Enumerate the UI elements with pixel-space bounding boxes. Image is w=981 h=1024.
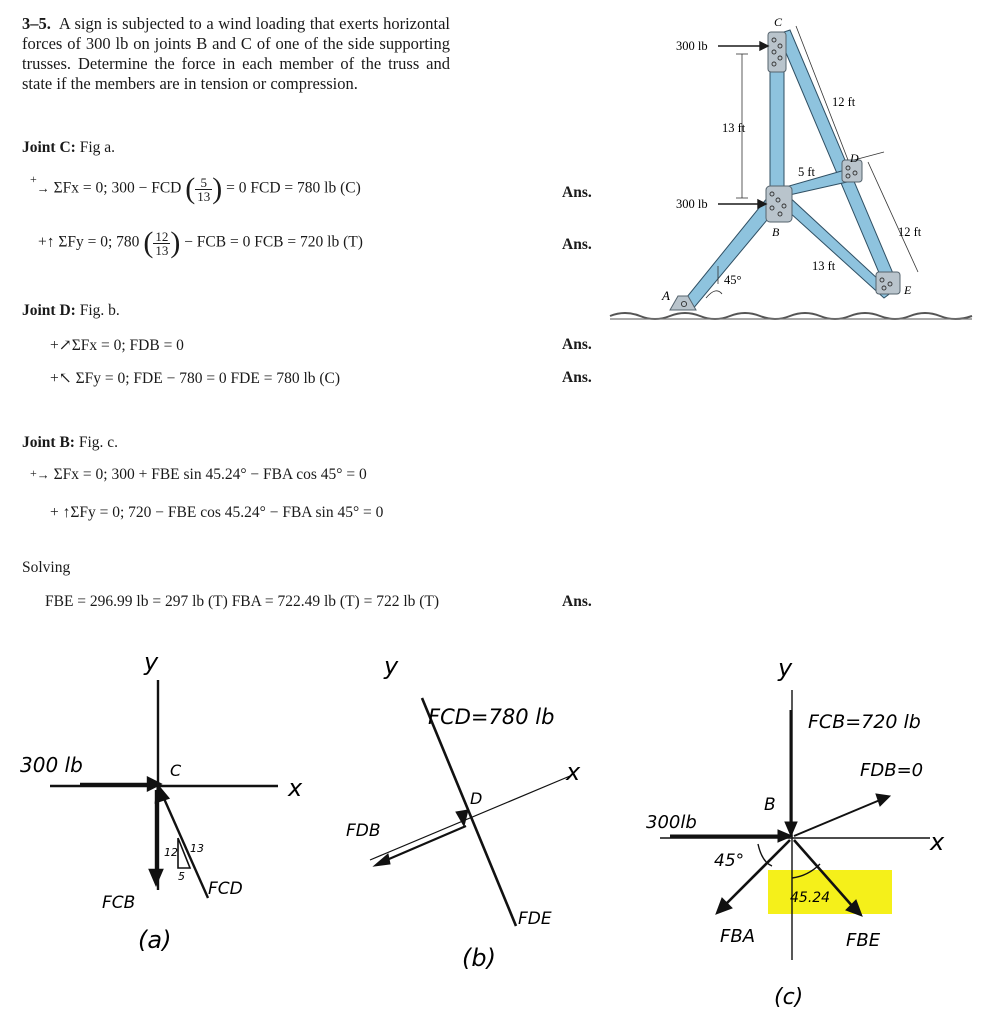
ground-hatch bbox=[610, 313, 972, 319]
truss-angle: 45° bbox=[724, 273, 742, 287]
fig-c-caption: (c) bbox=[774, 985, 804, 1010]
truss-dim-12-lower: 12 ft bbox=[898, 225, 922, 239]
truss-figure bbox=[600, 10, 980, 328]
joint-c-ans2: Ans. bbox=[562, 236, 592, 253]
fig-b-y-axis bbox=[422, 698, 516, 926]
solving-ans: Ans. bbox=[562, 593, 592, 610]
joint-c-heading: Joint C: Fig a. bbox=[22, 139, 116, 156]
fig-c-fdb-arrow bbox=[794, 800, 880, 836]
fig-c-joint-label: B bbox=[764, 795, 776, 815]
fig-b-fdb-arrow bbox=[382, 826, 466, 862]
gusset-c bbox=[768, 32, 786, 72]
truss-label-e: E bbox=[904, 283, 912, 297]
fig-b-fde-label: FDE bbox=[518, 909, 552, 929]
joint-c-eq2: +↑ ΣFy = 0; 780 ( $\frac{12}{13}$ ) − FCB = 0 FCB = 720 lb (T) bbox=[38, 226, 363, 259]
fig-a-free-body bbox=[10, 640, 330, 970]
fig-a-caption: (a) bbox=[138, 926, 172, 954]
fig-c-fbe-label: FBE bbox=[846, 930, 881, 951]
problem-number: 3–5. bbox=[22, 14, 51, 33]
fig-a-x-label: x bbox=[288, 774, 303, 802]
joint-d-heading: Joint D: Fig. b. bbox=[22, 302, 120, 319]
joint-d-eq1: +↗ΣFx = 0; FDB = 0 bbox=[50, 337, 184, 354]
fig-a-tri-12: 12 bbox=[164, 846, 178, 859]
joint-c-ans1: Ans. bbox=[562, 184, 592, 201]
joint-c-eq1: +→ ΣFx = 0; 300 − FCD ( $\frac{5}{13}$ ) = 0 FCD = 780 lb (C) bbox=[30, 172, 361, 205]
joint-b-eq2: + ↑ΣFy = 0; 720 − FBE cos 45.24° − FBA sin 45° = 0 bbox=[50, 504, 384, 521]
fig-c-angle-45: 45° bbox=[714, 851, 745, 871]
truss-label-d: D bbox=[850, 151, 859, 165]
joint-d-ans2: Ans. bbox=[562, 369, 592, 386]
problem-text: A sign is subjected to a wind loading that exerts horizontal forces of 300 lb on joints B and C of one of the side supporting trusses. Determine the force in each member of the truss and state if the members are in tension or compression. bbox=[22, 14, 450, 93]
truss-dim-5: 5 ft bbox=[798, 165, 816, 179]
fig-c-load-label: 300lb bbox=[646, 812, 697, 833]
fig-a-load-label: 300 lb bbox=[20, 753, 83, 777]
truss-dim-13-upper: 13 ft bbox=[722, 121, 746, 135]
fig-c-y-label: y bbox=[778, 654, 793, 682]
fig-b-x-label: x bbox=[566, 758, 581, 786]
joint-d-ans1: Ans. bbox=[562, 336, 592, 353]
fig-c-arc-45 bbox=[758, 844, 772, 866]
fig-a-fcb-label: FCB bbox=[102, 893, 136, 913]
fig-b-y-label: y bbox=[384, 652, 399, 680]
truss-load-mid: 300 lb bbox=[676, 197, 708, 211]
fig-c-angle-4524: 45.24 bbox=[790, 890, 831, 906]
solving-label: Solving bbox=[22, 559, 71, 576]
fig-a-tri-5: 5 bbox=[178, 870, 185, 883]
fig-c-fdb-label: FDB=0 bbox=[860, 760, 924, 781]
fig-b-fdb-label: FDB bbox=[346, 821, 381, 841]
problem-statement bbox=[22, 14, 450, 94]
truss-dim-12-upper: 12 ft bbox=[832, 95, 856, 109]
fig-a-fcd-label: FCD bbox=[208, 879, 243, 899]
truss-label-b: B bbox=[772, 225, 780, 239]
fig-c-fcb-label: FCB=720 lb bbox=[808, 711, 921, 733]
fig-a-y-label: y bbox=[144, 648, 159, 676]
fig-b-caption: (b) bbox=[462, 944, 496, 972]
fig-b-joint-label: D bbox=[470, 789, 483, 808]
fig-c-fba-label: FBA bbox=[720, 926, 756, 947]
fig-c-free-body bbox=[640, 640, 975, 1015]
truss-label-a: A bbox=[662, 288, 670, 303]
truss-load-top: 300 lb bbox=[676, 39, 708, 53]
truss-label-c: C bbox=[774, 15, 783, 29]
joint-b-heading: Joint B: Fig. c. bbox=[22, 434, 119, 451]
fig-c-x-label: x bbox=[930, 828, 945, 856]
fig-b-fcd-label: FCD=780 lb bbox=[428, 705, 555, 729]
solving-result: FBE = 296.99 lb = 297 lb (T) FBA = 722.49 lb (T) = 722 lb (T) bbox=[45, 593, 440, 610]
joint-b-eq1: +→ ΣFx = 0; 300 + FBE sin 45.24° − FBA cos 45° = 0 bbox=[30, 466, 367, 483]
truss-dim-13-lower: 13 ft bbox=[812, 259, 836, 273]
joint-d-eq2: +↖ ΣFy = 0; FDE − 780 = 0 FDE = 780 lb (C) bbox=[50, 370, 341, 387]
fig-b-free-body bbox=[330, 640, 630, 980]
gusset-b bbox=[766, 186, 792, 222]
fig-a-tri-13: 13 bbox=[190, 842, 204, 855]
fig-a-joint-label: C bbox=[170, 761, 182, 780]
